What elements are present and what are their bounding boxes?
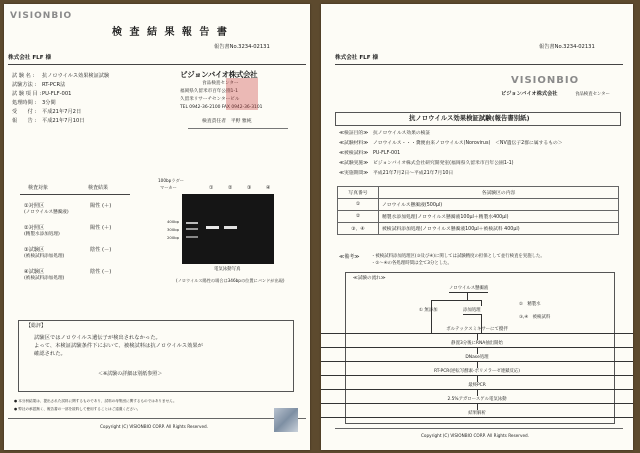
- flow-option-water: ② 精製水: [519, 302, 541, 307]
- company-name: ビジョンバイオ株式会社: [180, 70, 258, 79]
- target-detail: (被検試料添加処理): [24, 276, 65, 281]
- company-seal: [226, 78, 258, 110]
- flow-step: 結果解析: [321, 410, 633, 418]
- visionbio-logo: VISIONBIO: [10, 11, 73, 21]
- result-value: 陽性 (＋): [90, 203, 112, 209]
- row-num: ③、④: [338, 223, 379, 235]
- info-label: 試 験 名 :: [12, 73, 35, 79]
- row-content: ノロウイルス懸濁液(500μl): [379, 199, 619, 211]
- info-value: ビジョンバイオ株式会社研究開発室(福岡県久留米市百年公園1-1): [373, 161, 514, 166]
- summary-label: 【総評】: [26, 323, 47, 329]
- detail-note: ＜※試験の詳細は別紙参照＞: [98, 371, 163, 377]
- flow-step: ボルテックスミキサーにて攪拌: [321, 326, 633, 334]
- flow-start: ノロウイルス懸濁液: [449, 286, 489, 291]
- company-dept: 食品検査センター: [575, 92, 610, 97]
- gel-bp-label: 300bp: [167, 227, 180, 232]
- info-value: 平成21年7月10日: [42, 118, 85, 124]
- gel-marker-label: マーカー: [160, 185, 177, 190]
- gel-note: (ノロウイルス陽性の場合は346bpの位置にバンドが出現): [176, 278, 285, 283]
- gel-lane-label: ③: [247, 185, 252, 191]
- target-detail: (ノロウイルス懸濁液): [24, 210, 69, 215]
- info-label: 報 告 :: [12, 118, 37, 124]
- result-value: 陰性 (－): [90, 247, 112, 253]
- copyright: Copyright (C) VISIONBIO CORP. All Rights Reserved.: [100, 424, 209, 429]
- visionbio-logo: VISIONBIO: [511, 75, 580, 86]
- gel-bp-label: 200bp: [167, 235, 180, 240]
- col-target-header: 検査対象: [28, 185, 49, 191]
- flow-step: 静置3分後にRNA抽出開始: [321, 340, 633, 348]
- gel-lane-label: ②: [228, 185, 233, 191]
- target-name: ④試験区: [24, 269, 45, 275]
- flow-step: RT-PCR(逆転写酵素-ポリメラーゼ連鎖反応): [321, 368, 633, 376]
- summary-line-1: 試験区ではノロウイルス遺伝子が検出されなかった。: [34, 335, 161, 341]
- flow-step: 最終PCR: [321, 382, 633, 390]
- row-content: 被検試料添加処理(ノロウイルス懸濁液100μl＋被検試料 400μl): [379, 223, 619, 235]
- remarks-label: ≪備考≫: [339, 254, 360, 260]
- copyright: Copyright (C) VISIONBIO CORP. All Rights Reserved.: [421, 433, 530, 438]
- inspector: 検査責任者 平野 雅純: [202, 119, 252, 124]
- flow-branch-added: 添加処理: [463, 308, 481, 313]
- info-label: ≪被検試料≫: [339, 151, 369, 156]
- remarks-line-2: ・②～④の各処理時間は全て3分とした。: [371, 261, 452, 266]
- info-value: 抗ノロウイルス効果検証試験: [42, 73, 110, 79]
- flow-branch-none: ① 無添加: [419, 308, 438, 313]
- flow-step: DNase処理: [321, 354, 633, 362]
- summary-line-2: よって、本検証試験条件下において、被検試料は抗ノロウイルス効果が: [34, 343, 203, 349]
- info-label: ≪試験実施≫: [339, 161, 369, 166]
- row-num: ①: [338, 199, 379, 211]
- target-detail: (精製水添加処理): [24, 232, 60, 237]
- gel-bp-label: 400bp: [167, 219, 180, 224]
- page-title: 検 査 結 果 報 告 書: [112, 27, 229, 38]
- gel-lane-label: ④: [266, 185, 271, 191]
- result-value: 陽性 (＋): [90, 225, 112, 231]
- gel-lane-label: ①: [209, 185, 214, 191]
- result-value: 陰性 (－): [90, 269, 112, 275]
- footnote-2: ● 弊社の承認無く、報告書の一部を抜粋して使用することはご遠慮ください。: [14, 407, 141, 411]
- summary-line-3: 確認された。: [34, 351, 66, 357]
- company-name: ビジョンバイオ株式会社: [501, 91, 558, 97]
- info-value: PU-FLF-001: [42, 91, 72, 97]
- info-value: 抗ノロウイルス効果の検証: [373, 131, 431, 136]
- info-value: RT-PCR法: [42, 82, 66, 88]
- flow-option-sample: ③,④ 被検試料: [519, 315, 551, 320]
- info-label: 試 験 項 目 :: [12, 91, 42, 97]
- col-result-header: 検査結果: [88, 185, 109, 191]
- remarks-line-1: ・被検試料添加処理区(③及び④)に関しては試験精度の担保として並行検査を実施した。: [371, 254, 545, 259]
- info-label: ≪実施期間≫: [339, 171, 369, 176]
- page-title: 抗ノロウイルス効果検証試験(報告書別紙): [409, 114, 530, 122]
- info-value: 3分間: [42, 100, 56, 106]
- info-label: ≪検証目的≫: [339, 131, 369, 136]
- report-page-1: [4, 4, 310, 450]
- gel-ladder-label: 100bpラダー: [158, 178, 184, 183]
- company-dept: 食品検査センター: [202, 81, 239, 86]
- info-value: 平成21年7月2日～平成21年7月10日: [373, 171, 454, 176]
- test-groups-table: [337, 186, 619, 235]
- info-value: ノロウイルス・・・糞便由来ノロウイルス(Norovirus) ＜NV遺伝子2群に属するもの＞: [373, 141, 563, 146]
- recipient: 株式会社 FLF 様: [8, 55, 52, 61]
- target-detail: (被検試料添加処理): [24, 254, 65, 259]
- recipient: 株式会社 FLF 様: [335, 55, 379, 61]
- footnote-1: ● 本分析結果は、提出された試料に関するものであり、試料の母集団に関するものではありません。: [14, 399, 177, 403]
- company-address-1: 福岡県久留米市百年公園1-1: [180, 89, 239, 94]
- gel-caption: 電気泳動写真: [214, 267, 241, 272]
- row-content: 精製水添加処理(ノロウイルス懸濁液100μl＋精製水400μl): [379, 211, 619, 223]
- info-label: 受 付 :: [12, 109, 37, 115]
- gel-photo: [182, 194, 274, 264]
- report-page-2: [321, 4, 633, 450]
- target-name: ③試験区: [24, 247, 45, 253]
- flow-step: 2.5%アガロースゲル電気泳動: [321, 396, 633, 404]
- report-number: 報告書No.3234-02131: [539, 44, 595, 50]
- info-value: 平成21年7月2日: [42, 109, 82, 115]
- col-content: 各試験区の内容: [379, 187, 619, 199]
- flow-title: ≪試験の流れ≫: [353, 276, 386, 281]
- info-value: PU-FLF-001: [373, 151, 401, 156]
- hologram-seal: [274, 408, 298, 432]
- col-photo-number: 写真番号: [338, 187, 379, 199]
- target-name: ①対照区: [24, 203, 45, 209]
- info-label: ≪試験材料≫: [339, 141, 369, 146]
- report-number: 報告書No.3234-02131: [214, 44, 270, 50]
- info-label: 試験方法 :: [12, 82, 37, 88]
- company-tel: TEL 0942-36-2100 FAX 0942-36-3101: [180, 105, 263, 110]
- info-label: 処理時間 :: [12, 100, 37, 106]
- company-address-2: 久留米リサーチセンタービル: [180, 97, 240, 102]
- target-name: ②対照区: [24, 225, 45, 231]
- row-num: ②: [338, 211, 379, 223]
